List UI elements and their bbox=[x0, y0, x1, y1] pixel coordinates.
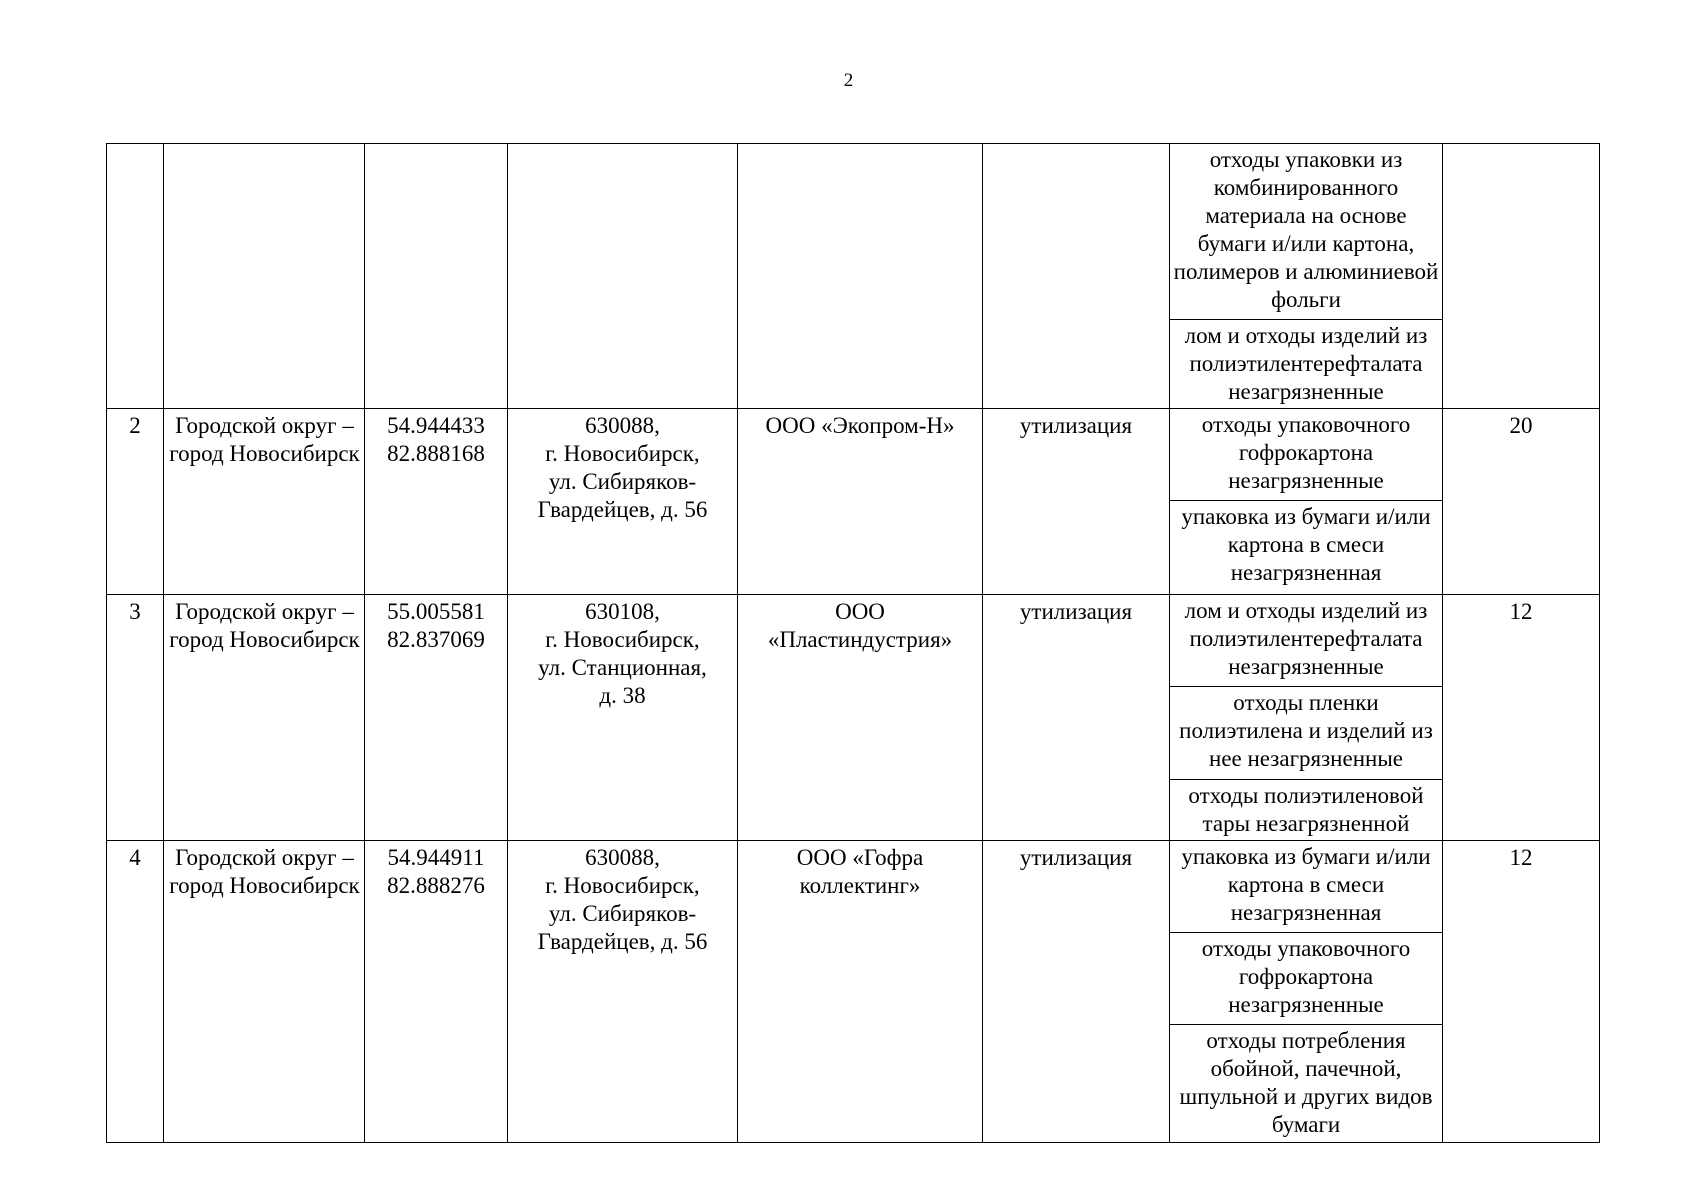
coordinates-cell: 54.944433 82.888168 bbox=[365, 409, 508, 595]
activity-cell: утилизация bbox=[983, 409, 1170, 595]
waste-type-item: отходы упаковочного гофрокартона незагрязненные bbox=[1201, 412, 1411, 493]
waste-type-item: отходы упаковки из комбинированного материала на основе бумаги и/или картона, полимеров и алюминиевой фольги bbox=[1173, 147, 1439, 312]
organization-cell bbox=[738, 144, 983, 409]
organization-cell: ООО «Гофра коллектинг» bbox=[738, 841, 983, 1143]
organization-cell: ООО «Экопром-Н» bbox=[738, 409, 983, 595]
row-number-cell: 3 bbox=[107, 595, 164, 841]
activity-cell: утилизация bbox=[983, 595, 1170, 841]
district-cell: Городской округ – город Новосибирск bbox=[164, 841, 365, 1143]
waste-type-item: лом и отходы изделий из полиэтилентерефталата незагрязненные bbox=[1184, 598, 1428, 679]
address-cell: 630088, г. Новосибирск, ул. Сибиряков- Гвардейцев, д. 56 bbox=[508, 409, 738, 595]
waste-type-item: отходы полиэтиленовой тары незагрязненной bbox=[1170, 779, 1442, 839]
table-row bbox=[107, 409, 1600, 595]
capacity-cell: 12 bbox=[1443, 841, 1600, 1143]
district-cell: Городской округ – город Новосибирск bbox=[164, 595, 365, 841]
waste-types-cell bbox=[1170, 409, 1443, 595]
waste-type-item: упаковка из бумаги и/или картона в смеси незагрязненная bbox=[1181, 844, 1431, 925]
coordinates-cell: 55.005581 82.837069 bbox=[365, 595, 508, 841]
table-row bbox=[107, 595, 1600, 841]
row-number-cell: 4 bbox=[107, 841, 164, 1143]
waste-types-cell bbox=[1170, 595, 1443, 841]
table-row bbox=[107, 841, 1600, 1143]
waste-type-item: упаковка из бумаги и/или картона в смеси незагрязненная bbox=[1170, 500, 1442, 588]
capacity-cell bbox=[1443, 144, 1600, 409]
row-number-cell: 2 bbox=[107, 409, 164, 595]
activity-cell bbox=[983, 144, 1170, 409]
page-number: 2 bbox=[843, 70, 854, 91]
address-cell: 630088, г. Новосибирск, ул. Сибиряков- Гвардейцев, д. 56 bbox=[508, 841, 738, 1143]
waste-type-item: отходы упаковочного гофрокартона незагрязненные bbox=[1170, 932, 1442, 1024]
address-cell: 630108, г. Новосибирск, ул. Станционная, д. 38 bbox=[508, 595, 738, 841]
capacity-cell: 12 bbox=[1443, 595, 1600, 841]
waste-facilities-table bbox=[106, 143, 1600, 1143]
organization-cell: ООО «Пластиндустрия» bbox=[738, 595, 983, 841]
coordinates-cell bbox=[365, 144, 508, 409]
row-number-cell bbox=[107, 144, 164, 409]
district-cell: Городской округ – город Новосибирск bbox=[164, 409, 365, 595]
capacity-cell: 20 bbox=[1443, 409, 1600, 595]
waste-type-item: отходы пленки полиэтилена и изделий из нее незагрязненные bbox=[1170, 686, 1442, 779]
waste-types-cell bbox=[1170, 841, 1443, 1143]
waste-type-item: отходы потребления обойной, пачечной, шпульной и других видов бумаги bbox=[1170, 1024, 1442, 1140]
address-cell bbox=[508, 144, 738, 409]
coordinates-cell: 54.944911 82.888276 bbox=[365, 841, 508, 1143]
table-row bbox=[107, 144, 1600, 409]
activity-cell: утилизация bbox=[983, 841, 1170, 1143]
waste-type-item: лом и отходы изделий из полиэтилентерефталата незагрязненные bbox=[1170, 319, 1442, 407]
waste-types-cell bbox=[1170, 144, 1443, 409]
district-cell bbox=[164, 144, 365, 409]
